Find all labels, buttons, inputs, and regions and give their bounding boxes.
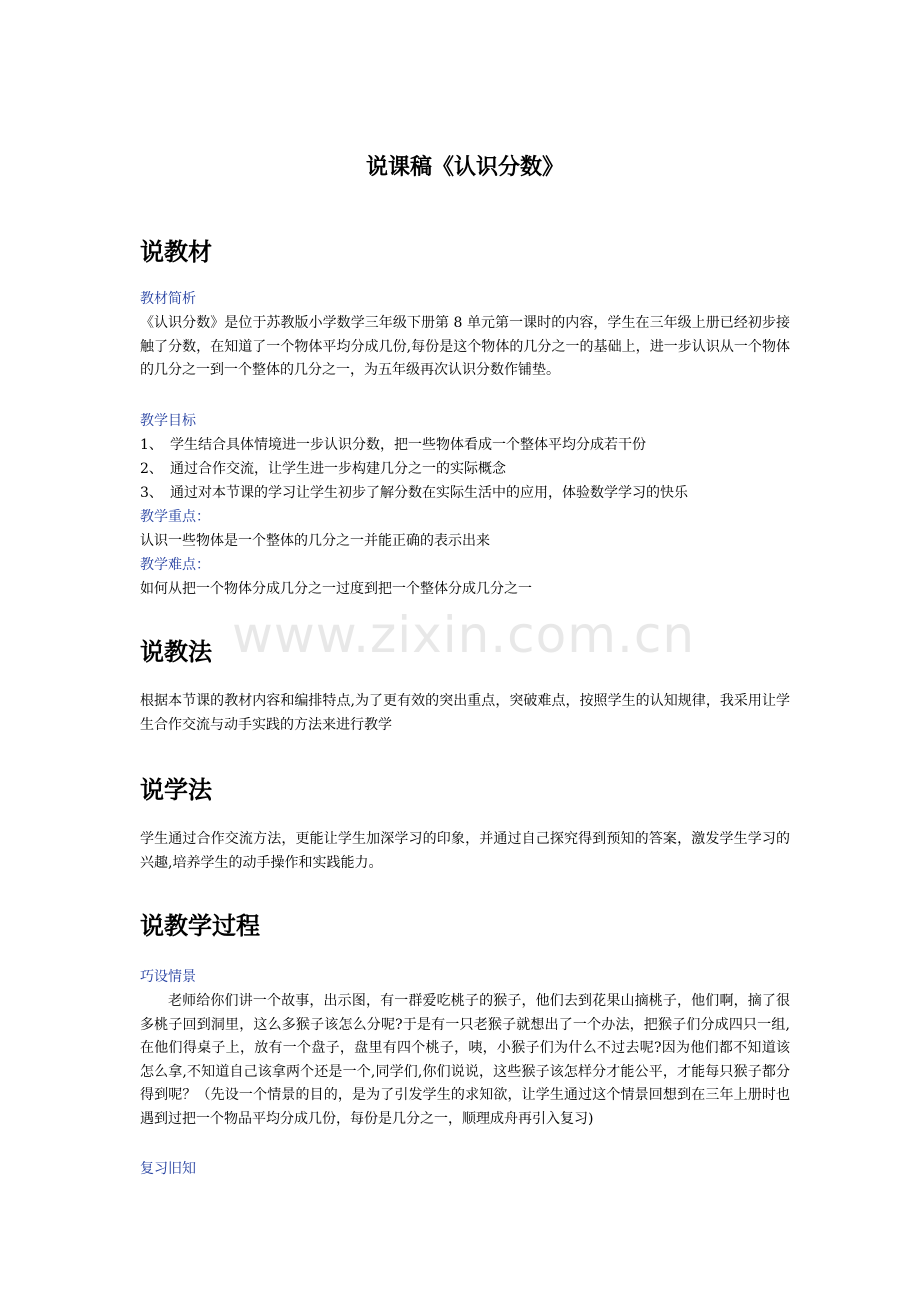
goal-item xyxy=(140,434,790,457)
document-title: 说课稿《认识分数》 xyxy=(365,155,564,180)
difficulty-text: 如何从把一个物体分成几分之一过度到把一个整体分成几分之一 xyxy=(140,581,532,597)
label-material-analysis: 教材简析 xyxy=(140,291,196,307)
goal-text: 通过对本节课的学习让学生初步了解分数在实际生活中的应用，体验数学学习的快乐 xyxy=(170,485,688,501)
goal-number: 1、 xyxy=(140,437,163,453)
label-review: 复习旧知 xyxy=(140,1161,196,1177)
scene-setting-text: 老师给你们讲一个故事，出示图，有一群爱吃桃子的猴子，他们去到花果山摘桃子，他们啊，摘了很多桃子回到洞里，这么多猴子该怎么分呢?于是有一只老猴子就想出了一个办法，把猴子们分成四只一组,在他们得桌子上，放有一个盘子，盘里有四个桃子，咦，小猴子们为什么不过去呢?因为他们都不知道该怎么拿,不知道自己该拿两个还是一个,同学们,你们说说，这些猴子该怎样分才能公平，才能每只猴子都分得到呢？（先设一个情景的目的，是为了引发学生的求知欲，让学生通过这个情景回想到在三年上册时也遇到过把一个物品平均分成几份，每份是几分之一，顺理成舟再引入复习) xyxy=(140,993,790,1127)
goal-text: 学生结合具体情境进一步认识分数，把一些物体看成一个整体平均分成若干份 xyxy=(170,437,646,453)
material-analysis-text: 《认识分数》是位于苏教版小学数学三年级下册第 8 单元第一课时的内容，学生在三年级上册已经初步接触了分数，在知道了一个物体平均分成几份,每份是这个物体的几分之一的基础上，进一步认识从一个物体的几分之一到一个整体的几分之一，为五年级再次认识分数作铺垫。 xyxy=(140,315,790,378)
section-heading-learning: 说学法 xyxy=(140,776,212,804)
label-difficulty: 教学难点： xyxy=(140,557,210,573)
goal-item xyxy=(140,482,790,505)
goal-number: 2、 xyxy=(140,461,163,477)
goal-text: 通过合作交流，让学生进一步构建几分之一的实际概念 xyxy=(170,461,506,477)
section-heading-textbook: 说教材 xyxy=(140,238,212,266)
goal-item xyxy=(140,458,790,481)
key-point-text: 认识一些物体是一个整体的几分之一并能正确的表示出来 xyxy=(140,533,490,549)
label-teaching-goals: 教学目标 xyxy=(140,413,196,429)
teaching-method-text: 根据本节课的教材内容和编排特点,为了更有效的突出重点，突破难点，按照学生的认知规律，我采用让学生合作交流与动手实践的方法来进行教学 xyxy=(140,693,790,733)
watermark: www.zixin.com.cn xyxy=(232,606,696,664)
learning-method-text: 学生通过合作交流方法，更能让学生加深学习的印象，并通过自己探究得到预知的答案，激发学生学习的兴趣,培养学生的动手操作和实践能力。 xyxy=(140,831,790,871)
section-heading-method: 说教法 xyxy=(140,638,212,666)
label-key-point: 教学重点： xyxy=(140,509,210,525)
goal-number: 3、 xyxy=(140,485,163,501)
section-heading-process: 说教学过程 xyxy=(140,912,260,940)
label-scene-setting: 巧设情景 xyxy=(140,969,196,985)
